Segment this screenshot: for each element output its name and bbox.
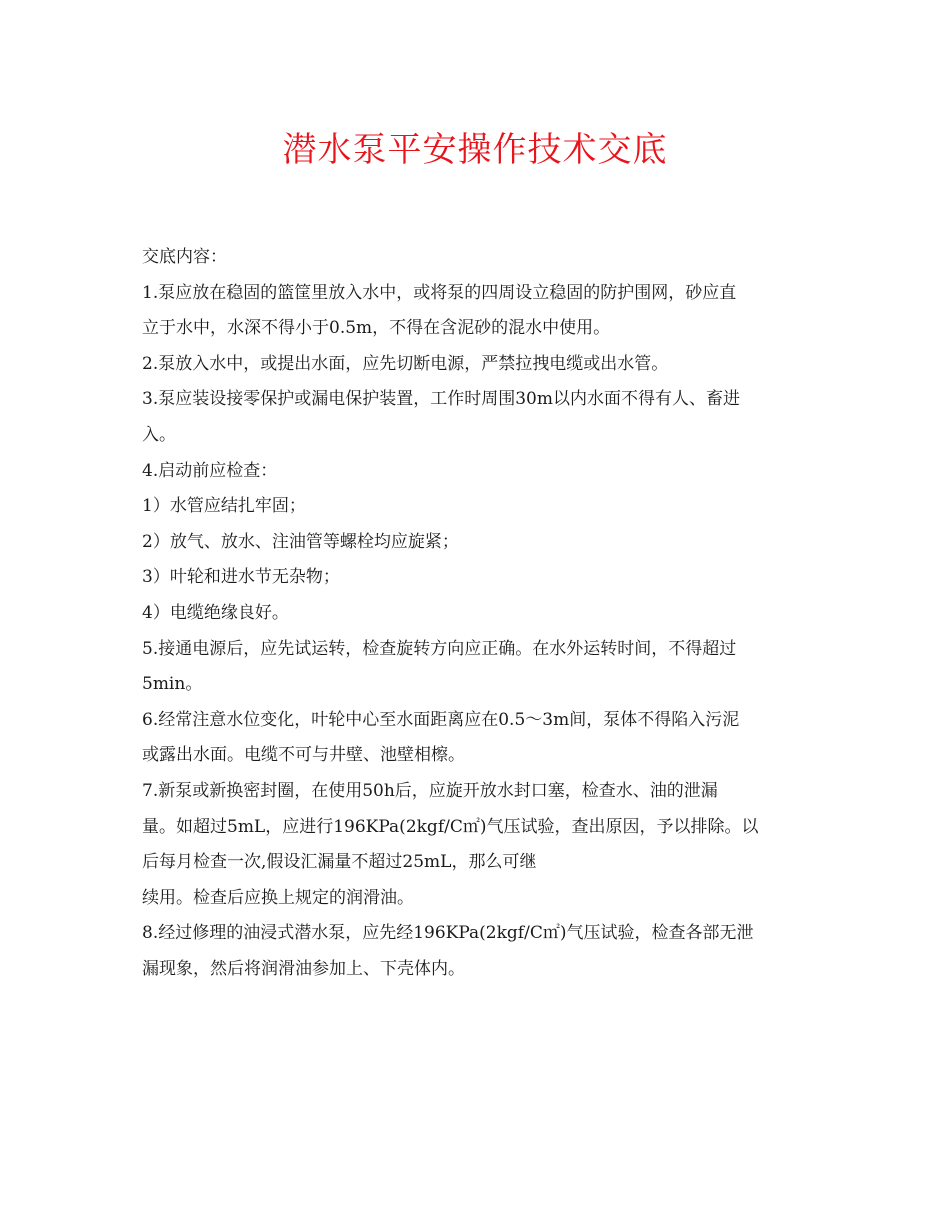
text-line-item-8-cont: 漏现象，然后将润滑油参加上、下壳体内。 (142, 958, 465, 979)
text-line-item-6-cont: 或露出水面。电缆不可与井壁、池壁相檫。 (142, 745, 465, 766)
text-line-subitem-1: 1）水管应结扎牢固； (142, 496, 306, 517)
text-line-item-2: 2.泵放入水中，或提出水面，应先切断电源，严禁拉拽电缆或出水管。 (142, 353, 669, 374)
text-line-item-5-cont: 5min。 (142, 674, 203, 695)
text-line-subitem-2: 2）放气、放水、注油管等螺栓均应旋紧； (142, 531, 459, 552)
text-line-item-6: 6.经常注意水位变化，叶轮中心至水面距离应在0.5～3m间，泵体不得陷入污泥 (142, 709, 740, 730)
text-line-item-7-cont-3: 续用。检查后应换上规定的润滑油。 (142, 887, 414, 908)
document-title: 潜水泵平安操作技术交底 (282, 130, 668, 170)
text-line-item-5: 5.接通电源后，应先试运转，检查旋转方向应正确。在水外运转时间，不得超过 (142, 638, 737, 659)
text-line-intro-label: 交底内容： (142, 247, 227, 267)
text-line-subitem-4: 4）电缆绝缘良好。 (142, 602, 289, 623)
text-line-item-8: 8.经过修理的油浸式潜水泵，应先经196KPa(2kgf/C㎡)气压试验，检查各部无泄 (142, 923, 754, 944)
text-line-item-7-cont-1: 量。如超过5mL，应进行196KPa(2kgf/C㎡)气压试验，查出原因，予以排除。以 (142, 816, 759, 837)
text-line-item-7-cont-2: 后每月检查一次,假设汇漏量不超过25mL，那么可继 (142, 852, 537, 873)
text-line-item-1: 1.泵应放在稳固的篮筐里放入水中，或将泵的四周设立稳固的防护围网，砂应直 (142, 282, 737, 303)
text-line-item-7: 7.新泵或新换密封圈，在使用50h后，应旋开放水封口塞，检查水、油的泄漏 (142, 780, 718, 801)
document-body (142, 240, 802, 987)
text-line-item-3: 3.泵应装设接零保护或漏电保护装置，工作时周围30m以内水面不得有人、畜进 (142, 389, 740, 410)
text-line-item-4: 4.启动前应检查： (142, 460, 278, 481)
text-line-subitem-3: 3）叶轮和进水节无杂物； (142, 567, 340, 588)
text-line-item-3-cont: 入。 (142, 424, 176, 445)
text-line-item-1-cont: 立于水中，水深不得小于0.5m，不得在含泥砂的混水中使用。 (142, 318, 611, 339)
